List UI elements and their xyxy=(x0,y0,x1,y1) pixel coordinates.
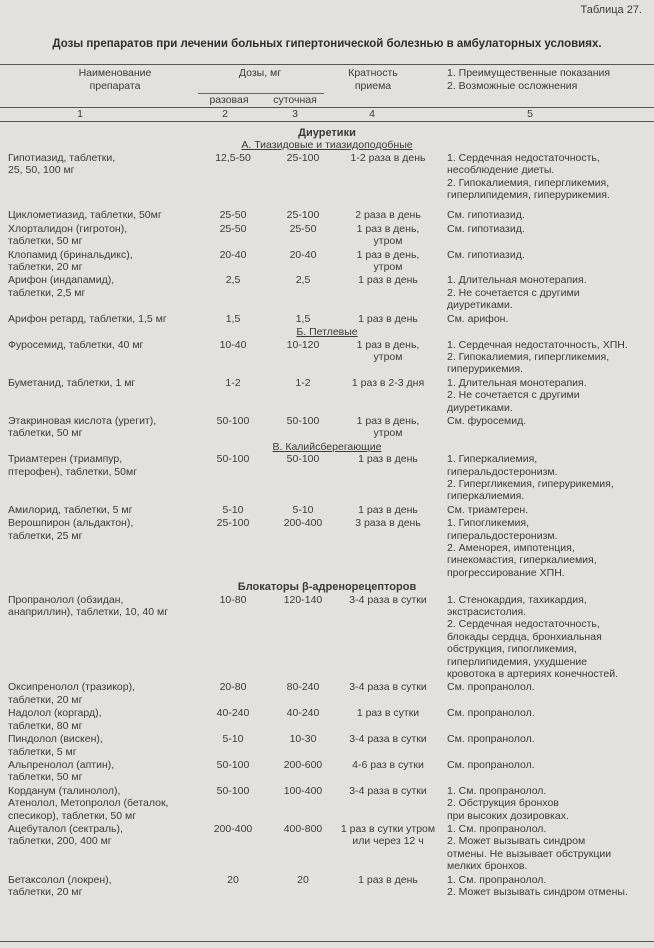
cell-frequency: 1 раз в сутки утром или через 12 ч xyxy=(340,822,436,848)
table-row xyxy=(0,274,654,312)
cell-daily: 200-600 xyxy=(283,758,323,771)
cell-single: 50-100 xyxy=(216,758,250,771)
cell-frequency: 1 раз в сутки xyxy=(356,707,420,720)
cell-name: Оксипренолол (тразикор), таблетки, 20 мг xyxy=(8,681,136,706)
cell-frequency: 1-2 раза в день xyxy=(350,151,426,164)
cell-name: Буметанид, таблетки, 1 мг xyxy=(8,376,136,389)
cell-daily: 120-140 xyxy=(283,593,323,606)
table-row xyxy=(0,517,654,580)
cell-single: 20-80 xyxy=(219,681,247,694)
cell-notes: 1. Гиперкалиемия, гиперальдостеронизм. 2. Гипергликемия, гиперурикемия, гиперкалиемия. xyxy=(447,453,614,503)
cell-daily: 25-100 xyxy=(286,151,320,164)
cell-single: 25-50 xyxy=(219,222,247,235)
cell-name: Этакриновая кислота (урегит), таблетки, 50 мг xyxy=(8,414,157,440)
table-row xyxy=(0,415,654,441)
table-row xyxy=(0,223,654,249)
table-row xyxy=(0,249,654,275)
cell-name: Арифон ретард, таблетки, 1,5 мг xyxy=(8,312,167,325)
cell-frequency: 1 раз в день, утром xyxy=(356,222,420,248)
cell-notes: 1. Гипогликемия, гиперальдостеронизм. 2. Аменорея, импотенция, гинекомастия, гиперкалиемия, прогрессирование ХПН. xyxy=(447,517,597,579)
header-doses: Дозы, мг xyxy=(238,67,282,79)
cell-frequency: 1 раз в день xyxy=(358,873,418,886)
cell-name: Альпренолол (аптин), таблетки, 50 мг xyxy=(8,758,115,784)
cell-single: 50-100 xyxy=(216,414,250,427)
cell-frequency: 3-4 раза в сутки xyxy=(349,593,427,606)
header-top-rule xyxy=(0,64,654,65)
cell-name: Надолол (коргард), таблетки, 80 мг xyxy=(8,707,102,732)
section-heading-row xyxy=(0,126,654,139)
cell-single: 25-50 xyxy=(219,209,247,222)
subsection-heading-row xyxy=(0,441,654,453)
cell-notes: См. гипотиазид. xyxy=(447,222,525,235)
cell-notes: 1. См. пропранолол. 2. Может вызывать синдром отмены. Не вызывает обструкции мелких бронхов. xyxy=(447,822,612,873)
cell-notes: См. пропранолол. xyxy=(447,707,535,720)
cell-notes: 1. См. пропранолол. 2. Обструкция бронхов при высоких дозировках. xyxy=(447,784,569,822)
cell-name: Пропранолол (обзидан, анаприллин), таблетки, 10, 40 мг xyxy=(8,593,169,619)
cell-daily: 40-240 xyxy=(286,707,320,720)
cell-daily: 400-800 xyxy=(283,822,323,835)
cell-name: Амилорид, таблетки, 5 мг xyxy=(8,503,133,516)
header-daily-dose: суточная xyxy=(273,94,317,106)
cell-daily: 10-120 xyxy=(286,338,320,351)
col-number-5: 5 xyxy=(527,108,533,120)
cell-single: 2,5 xyxy=(225,274,241,287)
cell-name: Циклометиазид, таблетки, 50мг xyxy=(8,209,162,222)
cell-single: 5-10 xyxy=(222,733,244,746)
subsection-heading: В. Калийсберегающие xyxy=(272,440,382,453)
cell-frequency: 3-4 раза в сутки xyxy=(349,681,427,694)
subsection-heading-row xyxy=(0,326,654,338)
cell-frequency: 1 раз в день, утром xyxy=(356,338,420,363)
cell-daily: 200-400 xyxy=(283,517,323,530)
cell-name: Бетаксолол (локрен), таблетки, 20 мг xyxy=(8,873,112,898)
cell-single: 20-40 xyxy=(219,248,247,261)
table-row xyxy=(0,823,654,874)
cell-daily: 1-2 xyxy=(295,376,311,389)
header-frequency: Кратность приема xyxy=(348,67,398,92)
cell-daily: 100-400 xyxy=(283,784,323,797)
cell-frequency: 1 раз в день, утром xyxy=(356,414,420,440)
cell-notes: 1. Длительная монотерапия. 2. Не сочетается с другими диуретиками. xyxy=(447,376,587,414)
cell-daily: 5-10 xyxy=(292,503,314,516)
cell-name: Корданум (талинолол), Атенолол, Метопролол (беталок, спесикор), таблетки, 50 мг xyxy=(8,784,169,822)
header-bottom-rule xyxy=(0,121,654,122)
section-heading-row xyxy=(0,580,654,593)
cell-frequency: 3-4 раза в сутки xyxy=(349,784,427,797)
cell-name: Гипотиазид, таблетки, 25, 50, 100 мг xyxy=(8,151,116,177)
table-number: Таблица 27. xyxy=(580,4,642,16)
cell-daily: 1,5 xyxy=(295,312,311,325)
table-row xyxy=(0,733,654,759)
col-number-1: 1 xyxy=(77,108,83,120)
table-row xyxy=(0,377,654,415)
table-row xyxy=(0,759,654,785)
table-row xyxy=(0,874,654,900)
col-number-4: 4 xyxy=(369,108,375,120)
table-row xyxy=(0,152,654,210)
table-row xyxy=(0,707,654,733)
table-row xyxy=(0,339,654,377)
cell-single: 12,5-50 xyxy=(215,151,251,164)
cell-name: Верошпирон (альдактон), таблетки, 25 мг xyxy=(8,517,134,542)
section-heading: Диуретики xyxy=(298,127,356,139)
cell-daily: 50-100 xyxy=(286,414,320,427)
cell-single: 5-10 xyxy=(222,503,244,516)
table-row xyxy=(0,313,654,326)
cell-notes: 1. См. пропранолол. 2. Может вызывать синдром отмены. xyxy=(447,873,628,898)
cell-frequency: 1 раз в день xyxy=(358,312,418,325)
cell-frequency: 1 раз в день xyxy=(358,503,418,516)
cell-daily: 25-50 xyxy=(289,222,317,235)
cell-notes: См. фуросемид. xyxy=(447,414,527,427)
table-row xyxy=(0,785,654,823)
table-title: Дозы препаратов при лечении больных гипертонической болезнью в амбулаторных условиях. xyxy=(52,38,602,50)
cell-notes: См. пропранолол. xyxy=(447,681,535,694)
cell-notes: 1. Сердечная недостаточность, ХПН. 2. Гипокалиемия, гипергликемия, гиперурикемия. xyxy=(447,338,628,376)
header-notes: 1. Преимущественные показания 2. Возможные осложнения xyxy=(447,67,611,92)
cell-daily: 20-40 xyxy=(289,248,317,261)
table-row xyxy=(0,504,654,517)
cell-single: 200-400 xyxy=(213,822,253,835)
cell-single: 1-2 xyxy=(225,376,241,389)
cell-frequency: 2 раза в день xyxy=(355,209,421,222)
cell-notes: 1. Сердечная недостаточность, несоблюдение диеты. 2. Гипокалиемия, гипергликемия, гиперлипидемия, гиперурикемия. xyxy=(447,151,610,202)
cell-single: 10-80 xyxy=(219,593,247,606)
table-row xyxy=(0,453,654,504)
cell-frequency: 1 раз в день xyxy=(358,453,418,466)
cell-frequency: 3 раза в день xyxy=(355,517,421,530)
subsection-heading: Б. Петлевые xyxy=(296,326,358,339)
table-row xyxy=(0,209,654,222)
cell-single: 50-100 xyxy=(216,784,250,797)
cell-name: Фуросемид, таблетки, 40 мг xyxy=(8,338,144,351)
cell-daily: 2,5 xyxy=(295,274,311,287)
cell-notes: См. пропранолол. xyxy=(447,758,535,771)
cell-name: Пиндолол (вискен), таблетки, 5 мг xyxy=(8,733,103,758)
subsection-heading: А. Тиазидовые и тиазидоподобные xyxy=(241,139,413,152)
doses-table xyxy=(0,126,654,899)
subsection-heading-row xyxy=(0,139,654,151)
cell-frequency: 4-6 раз в сутки xyxy=(352,758,424,771)
col-number-3: 3 xyxy=(292,108,298,120)
section-heading: Блокаторы β-адренорецепторов xyxy=(237,581,417,594)
cell-frequency: 1 раз в день xyxy=(358,274,418,287)
cell-name: Клопамид (бринальдикс), таблетки, 20 мг xyxy=(8,248,133,274)
col-number-2: 2 xyxy=(222,108,228,120)
cell-single: 25-100 xyxy=(216,517,250,530)
cell-name: Хлорталидон (гигротон), таблетки, 50 мг xyxy=(8,222,128,248)
cell-daily: 25-100 xyxy=(286,209,320,222)
cell-daily: 50-100 xyxy=(286,453,320,466)
cell-frequency: 1 раз в 2-3 дня xyxy=(351,376,425,389)
cell-notes: 1. Длительная монотерапия. 2. Не сочетается с другими диуретиками. xyxy=(447,274,587,312)
cell-frequency: 3-4 раза в сутки xyxy=(349,733,427,746)
cell-notes: 1. Стенокардия, тахикардия, экстрасистолия. 2. Сердечная недостаточность, блокады сердца, бронхиальная обструкция, гипогликемия, гиперлипидемия, ухудшение кровотока в артериях конечностей. xyxy=(447,593,618,681)
cell-notes: См. арифон. xyxy=(447,312,509,325)
header-name: Наименование препарата xyxy=(78,67,152,92)
cell-notes: См. гипотиазид. xyxy=(447,248,525,261)
cell-single: 40-240 xyxy=(216,707,250,720)
cell-daily: 80-240 xyxy=(286,681,320,694)
cell-notes: См. пропранолол. xyxy=(447,733,535,746)
cell-single: 1,5 xyxy=(225,312,241,325)
table-bottom-rule xyxy=(0,941,654,942)
cell-notes: См. гипотиазид. xyxy=(447,209,525,222)
cell-name: Триамтерен (триампур, птерофен), таблетки, 50мг xyxy=(8,453,138,478)
cell-notes: См. триамтерен. xyxy=(447,503,529,516)
cell-daily: 20 xyxy=(297,873,309,886)
cell-frequency: 1 раз в день, утром xyxy=(356,248,420,274)
header-single-dose: разовая xyxy=(209,94,249,106)
cell-name: Ацебуталол (сектраль), таблетки, 200, 400 мг xyxy=(8,822,123,848)
table-row xyxy=(0,681,654,707)
cell-single: 50-100 xyxy=(216,453,250,466)
cell-single: 20 xyxy=(227,873,239,886)
table-row xyxy=(0,594,654,682)
cell-name: Арифон (индапамид), таблетки, 2,5 мг xyxy=(8,274,115,299)
cell-daily: 10-30 xyxy=(289,733,317,746)
cell-single: 10-40 xyxy=(219,338,247,351)
